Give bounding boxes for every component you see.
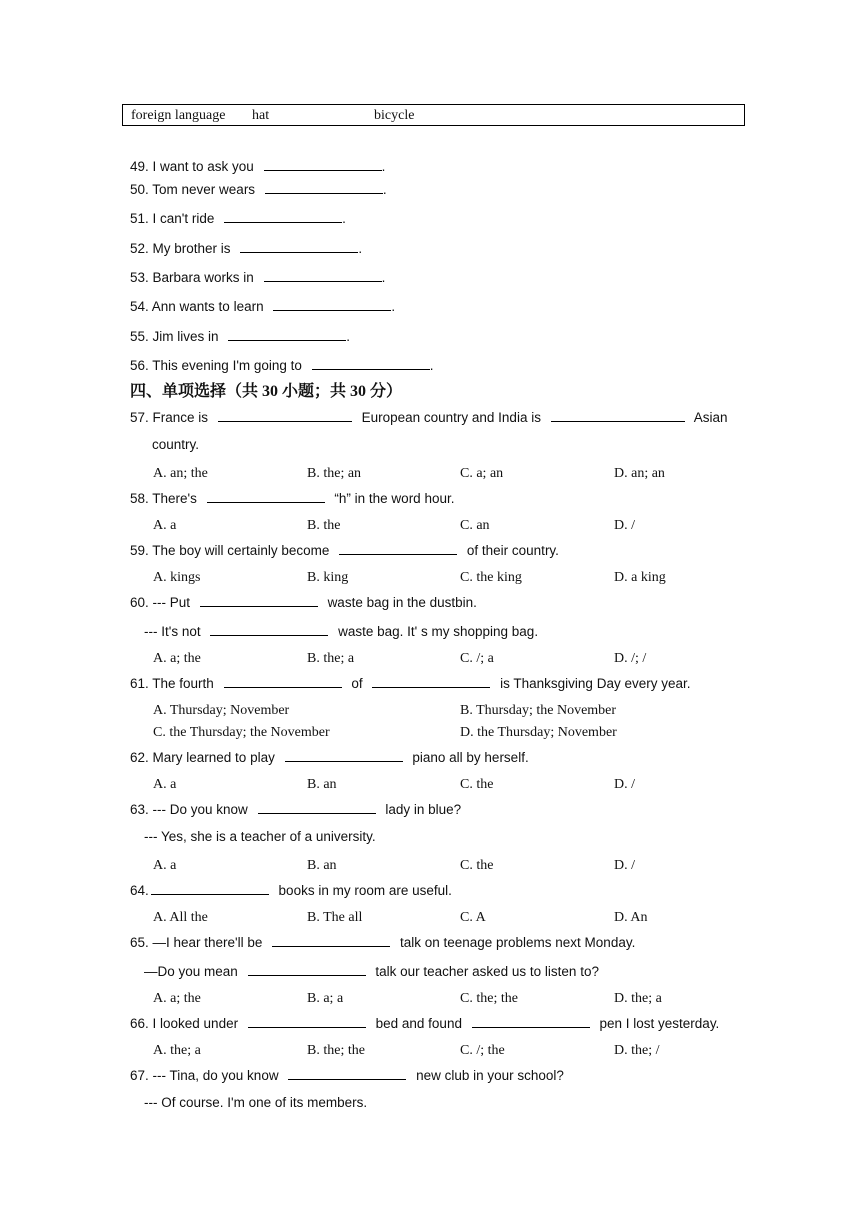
option-a[interactable]: A. the; a [153, 1043, 201, 1058]
fill-item-50 [130, 180, 387, 197]
fill-item-period: . [358, 241, 363, 256]
answer-blank[interactable] [312, 356, 430, 370]
fill-item-56 [130, 356, 433, 373]
fill-item-51 [130, 209, 346, 226]
question-text: waste bag. It' s my shopping bag. [338, 624, 539, 639]
fill-item-text: 53. Barbara works in [130, 270, 254, 285]
question-text: pen I lost yesterday. [599, 1016, 720, 1031]
question-text: “h” in the word hour. [334, 491, 455, 506]
fill-item-52 [130, 239, 362, 256]
question-text: European country and India is [361, 410, 541, 425]
question-text: 64. [130, 883, 149, 898]
option-b[interactable]: B. Thursday; the November [460, 703, 617, 718]
word-box-word: bicycle [374, 108, 415, 123]
option-a[interactable]: A. a; the [153, 991, 201, 1006]
option-c[interactable]: C. /; a [460, 651, 494, 666]
word-box-word: foreign language [131, 108, 226, 123]
option-b[interactable]: B. The all [307, 910, 363, 925]
option-c[interactable]: C. /; the [460, 1043, 505, 1058]
option-c[interactable]: C. the; the [460, 991, 518, 1006]
answer-blank[interactable] [285, 748, 403, 762]
fill-item-text: 50. Tom never wears [130, 182, 256, 197]
option-d[interactable]: D. / [614, 518, 635, 533]
question-59 [130, 541, 559, 558]
question-text: 60. --- Put [130, 595, 191, 610]
option-b[interactable]: B. the; the [307, 1043, 365, 1058]
fill-item-53 [130, 268, 385, 285]
option-a[interactable]: A. Thursday; November [153, 703, 290, 718]
section-heading: 四、单项选择（共 30 小题；共 30 分） [130, 383, 403, 400]
question-text: piano all by herself. [412, 750, 529, 765]
fill-item-text: 56. This evening I'm going to [130, 358, 302, 373]
question-57 [130, 408, 728, 425]
question-61 [130, 674, 690, 691]
answer-blank[interactable] [207, 489, 325, 503]
answer-blank[interactable] [273, 297, 391, 311]
answer-blank[interactable] [258, 800, 376, 814]
option-d[interactable]: D. an; an [614, 466, 665, 481]
option-b[interactable]: B. an [307, 777, 337, 792]
option-c[interactable]: C. a; an [460, 466, 504, 481]
answer-blank[interactable] [248, 962, 366, 976]
question-text: 58. There's [130, 491, 197, 506]
question-58 [130, 489, 454, 506]
question-text: of [351, 676, 363, 691]
option-a[interactable]: A. a [153, 777, 177, 792]
question-text: 61. The fourth [130, 676, 214, 691]
fill-item-period: . [381, 270, 386, 285]
answer-blank[interactable] [224, 674, 342, 688]
option-c[interactable]: C. the [460, 858, 494, 873]
answer-blank[interactable] [372, 674, 490, 688]
question-60-response [144, 622, 538, 639]
option-d[interactable]: D. / [614, 858, 635, 873]
fill-item-period: . [342, 211, 346, 226]
question-text: --- It's not [144, 624, 201, 639]
question-60 [130, 593, 477, 610]
question-65-response [144, 962, 599, 979]
option-a[interactable]: A. a [153, 518, 177, 533]
option-c[interactable]: C. the Thursday; the November [153, 725, 330, 740]
question-63 [130, 800, 461, 817]
question-text: 62. Mary learned to play [130, 750, 275, 765]
answer-blank[interactable] [210, 622, 328, 636]
question-57-continued: country. [152, 437, 200, 452]
option-d[interactable]: D. / [614, 777, 635, 792]
fill-item-55 [130, 327, 350, 344]
question-text: books in my room are useful. [278, 883, 452, 898]
answer-blank[interactable] [264, 268, 382, 282]
question-67 [130, 1066, 564, 1083]
option-d[interactable]: D. the; / [614, 1043, 660, 1058]
question-text: new club in your school? [416, 1068, 564, 1083]
fill-item-text: 49. I want to ask you [130, 159, 254, 174]
fill-item-text: 52. My brother is [130, 241, 231, 256]
question-text: talk our teacher asked us to listen to? [375, 964, 599, 979]
option-d[interactable]: D. a king [614, 570, 666, 585]
question-text: 67. --- Tina, do you know [130, 1068, 279, 1083]
question-text: waste bag in the dustbin. [327, 595, 477, 610]
option-b[interactable]: B. an [307, 858, 337, 873]
question-text: is Thanksgiving Day every year. [500, 676, 691, 691]
question-text: 57. France is [130, 410, 209, 425]
answer-blank[interactable] [272, 933, 390, 947]
fill-item-54 [130, 297, 395, 314]
answer-blank[interactable] [339, 541, 457, 555]
question-text: bed and found [375, 1016, 462, 1031]
answer-blank[interactable] [288, 1066, 406, 1080]
fill-item-text: 55. Jim lives in [130, 329, 219, 344]
option-a[interactable]: A. a [153, 858, 177, 873]
fill-item-period: . [381, 159, 386, 174]
answer-blank[interactable] [151, 881, 269, 895]
question-text: 65. —I hear there'll be [130, 935, 263, 950]
question-text: 66. I looked under [130, 1016, 239, 1031]
option-d[interactable]: D. /; / [614, 651, 647, 666]
question-text: 63. --- Do you know [130, 802, 248, 817]
question-text: talk on teenage problems next Monday. [399, 935, 636, 950]
answer-blank[interactable] [551, 408, 685, 422]
fill-item-text: 51. I can't ride [130, 211, 215, 226]
question-63-response: --- Yes, she is a teacher of a university. [144, 829, 376, 844]
fill-item-period: . [429, 358, 434, 373]
option-c[interactable]: C. the king [460, 570, 522, 585]
question-64 [130, 881, 452, 898]
option-c[interactable]: C. an [460, 518, 490, 533]
fill-item-period: . [346, 329, 351, 344]
question-text: —Do you mean [144, 964, 238, 979]
answer-blank[interactable] [218, 408, 352, 422]
fill-item-49 [130, 157, 385, 174]
option-b[interactable]: B. the; an [307, 466, 362, 481]
question-text: Asian [693, 410, 728, 425]
question-66 [130, 1014, 719, 1031]
question-65 [130, 933, 635, 950]
answer-blank[interactable] [224, 209, 342, 223]
option-d[interactable]: D. the; a [614, 991, 662, 1006]
fill-item-period: . [382, 182, 387, 197]
fill-item-period: . [391, 299, 396, 314]
option-d[interactable]: D. the Thursday; November [460, 725, 617, 740]
question-text: lady in blue? [385, 802, 462, 817]
word-box-word: hat [252, 108, 270, 123]
option-d[interactable]: D. An [614, 910, 648, 925]
option-c[interactable]: C. the [460, 777, 494, 792]
option-a[interactable]: A. kings [153, 570, 201, 585]
option-a[interactable]: A. All the [153, 910, 208, 925]
option-b[interactable]: B. a; a [307, 991, 344, 1006]
option-b[interactable]: B. the; a [307, 651, 355, 666]
answer-blank[interactable] [264, 157, 382, 171]
answer-blank[interactable] [265, 180, 383, 194]
answer-blank[interactable] [240, 239, 358, 253]
option-b[interactable]: B. the [307, 518, 341, 533]
answer-blank[interactable] [228, 327, 346, 341]
option-b[interactable]: B. king [307, 570, 349, 585]
word-box [122, 104, 745, 126]
answer-blank[interactable] [200, 593, 318, 607]
question-62 [130, 748, 529, 765]
option-a[interactable]: A. a; the [153, 651, 201, 666]
question-67-response: --- Of course. I'm one of its members. [144, 1095, 368, 1110]
answer-blank[interactable] [472, 1014, 590, 1028]
answer-blank[interactable] [248, 1014, 366, 1028]
question-text: of their country. [466, 543, 559, 558]
question-text: 59. The boy will certainly become [130, 543, 330, 558]
option-a[interactable]: A. an; the [153, 466, 208, 481]
option-c[interactable]: C. A [460, 910, 486, 925]
fill-item-text: 54. Ann wants to learn [130, 299, 264, 314]
